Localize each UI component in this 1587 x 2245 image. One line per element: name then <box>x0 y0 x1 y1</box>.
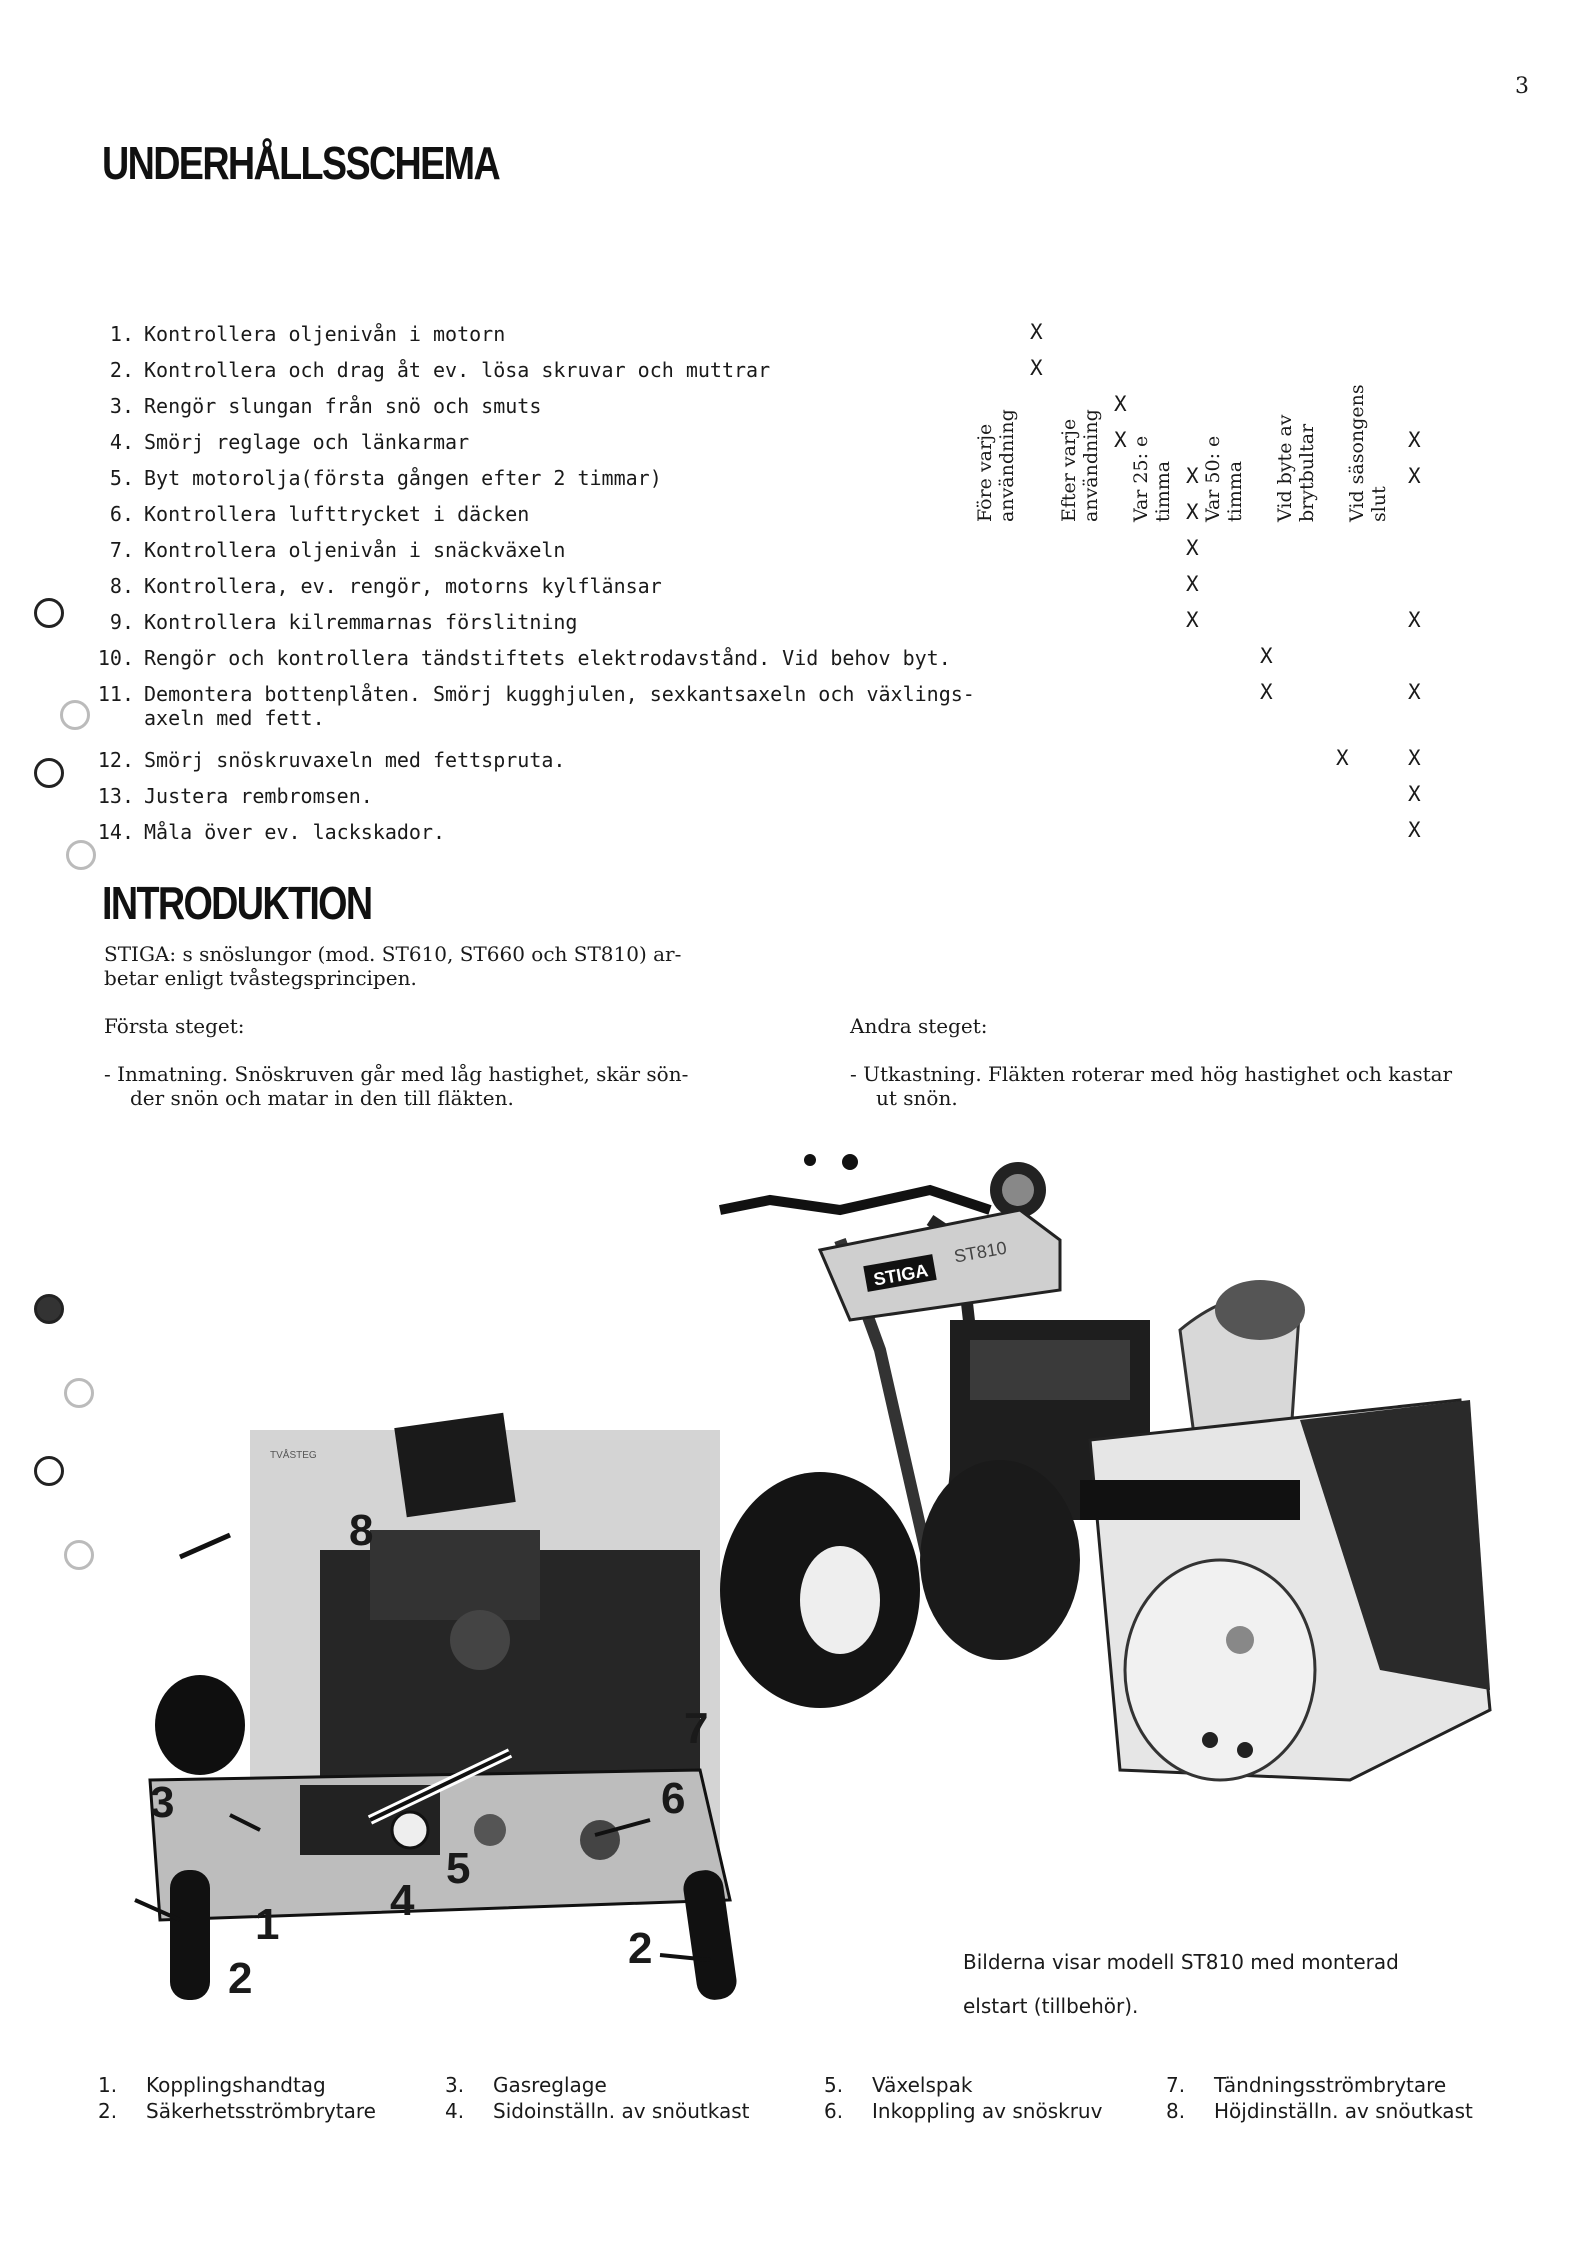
legend-text: Höjdinställn. av snöutkast <box>1214 2099 1473 2123</box>
column-header-line: timma <box>1152 460 1174 522</box>
schedule-mark: X <box>1186 500 1199 524</box>
schedule-title: UNDERHÅLLSSCHEMA <box>102 137 500 189</box>
legend-number: 6. <box>824 2099 844 2123</box>
schedule-task-row <box>78 682 1064 730</box>
legend-text: Säkerhetsströmbrytare <box>146 2099 376 2123</box>
intro-title: INTRODUKTION <box>102 877 372 929</box>
schedule-task-row <box>78 466 1064 490</box>
callout-label: 7 <box>684 1704 709 1753</box>
legend-item <box>1166 2098 1473 2124</box>
legend-number: 2. <box>98 2099 118 2123</box>
callout-label: 2 <box>628 1924 653 1973</box>
task-text: Smörj reglage och länkarmar <box>144 430 470 454</box>
task-number: 6. <box>109 502 134 526</box>
binder-hole <box>64 1378 94 1408</box>
column-header-line: användning <box>996 409 1018 522</box>
schedule-task-row <box>78 820 1064 844</box>
snowblower-side-photo <box>700 1150 1520 1910</box>
callout-label: 6 <box>661 1774 686 1823</box>
schedule-mark: X <box>1186 572 1199 596</box>
schedule-mark: X <box>1260 644 1273 668</box>
task-text: Justera rembromsen. <box>144 784 373 808</box>
task-text: Kontrollera, ev. rengör, motorns kylflänsar <box>144 574 662 598</box>
task-number: 4. <box>109 430 134 454</box>
task-number: 11. <box>97 682 134 706</box>
column-header-line: slut <box>1368 486 1390 522</box>
intro-paragraph <box>104 942 681 990</box>
legend-item <box>445 2098 749 2124</box>
task-number: 5. <box>109 466 134 490</box>
binder-hole <box>64 1540 94 1570</box>
schedule-task-row <box>78 502 1064 526</box>
binder-hole <box>66 840 96 870</box>
legend-item <box>445 2072 607 2098</box>
binder-hole <box>34 758 64 788</box>
task-number: 8. <box>109 574 134 598</box>
photo-caption <box>963 1940 1399 2028</box>
step2-text <box>850 1062 1452 1110</box>
schedule-mark: X <box>1408 464 1421 488</box>
svg-text:TVÅSTEG: TVÅSTEG <box>270 1450 317 1461</box>
task-text: Byt motorolja(första gången efter 2 timmar) <box>144 466 662 490</box>
schedule-task-row <box>78 358 1064 382</box>
brand-label: STIGA <box>872 1260 930 1290</box>
schedule-task-row <box>78 748 1064 772</box>
column-header-line: Vid byte av <box>1274 414 1296 522</box>
schedule-mark: X <box>1186 536 1199 560</box>
schedule-mark: X <box>1186 608 1199 632</box>
caption-line: elstart (tillbehör). <box>963 1994 1139 2018</box>
column-header-line: timma <box>1224 460 1246 522</box>
column-header-line: Var 50: e <box>1202 435 1224 522</box>
callout-label: 8 <box>349 1506 374 1555</box>
column-header-line: brytbultar <box>1296 423 1318 522</box>
schedule-mark: X <box>1408 680 1421 704</box>
task-number: 1. <box>109 322 134 346</box>
callout-label: 2 <box>228 1954 253 2003</box>
task-number: 3. <box>109 394 134 418</box>
schedule-task-row <box>78 430 1064 454</box>
callout-label: 4 <box>390 1876 415 1925</box>
task-text: Rengör slungan från snö och smuts <box>144 394 542 418</box>
column-header-line: användning <box>1080 409 1102 522</box>
legend-item <box>1166 2072 1446 2098</box>
task-text: Kontrollera kilremmarnas förslitning <box>144 610 578 634</box>
schedule-mark: X <box>1114 392 1127 416</box>
step1-line: der snön och matar in den till fläkten. <box>130 1086 514 1110</box>
schedule-mark: X <box>1030 356 1043 380</box>
legend-text: Växelspak <box>872 2073 973 2097</box>
schedule-mark: X <box>1408 782 1421 806</box>
task-text: Kontrollera oljenivån i motorn <box>144 322 506 346</box>
column-header-line: Var 25: e <box>1130 435 1152 522</box>
schedule-task-row <box>78 574 1064 598</box>
step1-line: - Inmatning. Snöskruven går med låg hastighet, skär sön- <box>104 1062 689 1086</box>
callout-label: 3 <box>150 1778 175 1827</box>
legend-number: 4. <box>445 2099 465 2123</box>
schedule-task-row <box>78 538 1064 562</box>
schedule-mark: X <box>1408 608 1421 632</box>
schedule-mark: X <box>1408 428 1421 452</box>
schedule-mark: X <box>1114 428 1127 452</box>
schedule-task-row <box>78 322 1064 346</box>
task-number: 7. <box>109 538 134 562</box>
intro-paragraph-line: STIGA: s snöslungor (mod. ST610, ST660 och ST810) ar- <box>104 942 682 966</box>
task-text: Kontrollera oljenivån i snäckväxeln <box>144 538 566 562</box>
legend-text: Tändningsströmbrytare <box>1214 2073 1447 2097</box>
task-text: Kontrollera och drag åt ev. lösa skruvar och muttrar <box>144 358 771 382</box>
schedule-task-row <box>78 784 1064 808</box>
schedule-task-row <box>78 646 1064 670</box>
step2-title: Andra steget: <box>850 1014 988 1038</box>
task-text: Smörj snöskruvaxeln med fettspruta. <box>144 748 566 772</box>
legend-text: Kopplingshandtag <box>146 2073 326 2097</box>
legend-number: 8. <box>1166 2099 1186 2123</box>
legend-number: 7. <box>1166 2073 1186 2097</box>
task-text: Måla över ev. lackskador. <box>144 820 446 844</box>
schedule-mark: X <box>1030 320 1043 344</box>
column-header-line: Efter varje <box>1058 418 1080 522</box>
step1-title: Första steget: <box>104 1014 245 1038</box>
legend-item <box>824 2072 972 2098</box>
schedule-column-header <box>1346 100 1450 522</box>
schedule-task-row <box>78 610 1064 634</box>
legend-text: Sidoinställn. av snöutkast <box>493 2099 750 2123</box>
schedule-mark: X <box>1408 818 1421 842</box>
column-header-line: Vid säsongens <box>1346 384 1368 522</box>
caption-line: Bilderna visar modell ST810 med monterad <box>963 1950 1399 1974</box>
callout-label: 5 <box>446 1844 471 1893</box>
model-label: ST810 <box>952 1237 1009 1267</box>
schedule-mark: X <box>1186 464 1199 488</box>
legend-text: Gasreglage <box>493 2073 607 2097</box>
schedule-task-row <box>78 394 1064 418</box>
task-number: 13. <box>97 784 134 808</box>
schedule-mark: X <box>1260 680 1273 704</box>
task-number: 10. <box>97 646 134 670</box>
task-number: 12. <box>97 748 134 772</box>
step1-text <box>104 1062 688 1110</box>
legend-number: 5. <box>824 2073 844 2097</box>
step2-line: ut snön. <box>876 1086 958 1110</box>
step2-line: - Utkastning. Fläkten roterar med hög hastighet och kastar <box>850 1062 1453 1086</box>
schedule-mark: X <box>1336 746 1349 770</box>
task-number: 9. <box>109 610 134 634</box>
legend-item <box>98 2072 326 2098</box>
intro-paragraph-line: betar enligt tvåstegsprincipen. <box>104 966 417 990</box>
task-text: Rengör och kontrollera tändstiftets elektrodavstånd. Vid behov byt. <box>144 646 951 670</box>
binder-hole <box>34 1456 64 1486</box>
schedule-mark: X <box>1408 746 1421 770</box>
binder-hole <box>34 598 64 628</box>
task-text: Kontrollera lufttrycket i däcken <box>144 502 530 526</box>
column-header-line: Före varje <box>974 423 996 522</box>
callout-label: 1 <box>255 1900 280 1949</box>
task-number: 14. <box>97 820 134 844</box>
legend-number: 3. <box>445 2073 465 2097</box>
legend-text: Inkoppling av snöskruv <box>872 2099 1103 2123</box>
legend-item <box>824 2098 1102 2124</box>
legend-number: 1. <box>98 2073 118 2097</box>
page-number: 3 <box>1515 74 1529 99</box>
legend-item <box>98 2098 376 2124</box>
task-number: 2. <box>109 358 134 382</box>
task-text: Demontera bottenplåten. Smörj kugghjulen, sexkantsaxeln och växlings- axeln med fett. <box>144 682 975 730</box>
binder-hole <box>34 1294 64 1324</box>
